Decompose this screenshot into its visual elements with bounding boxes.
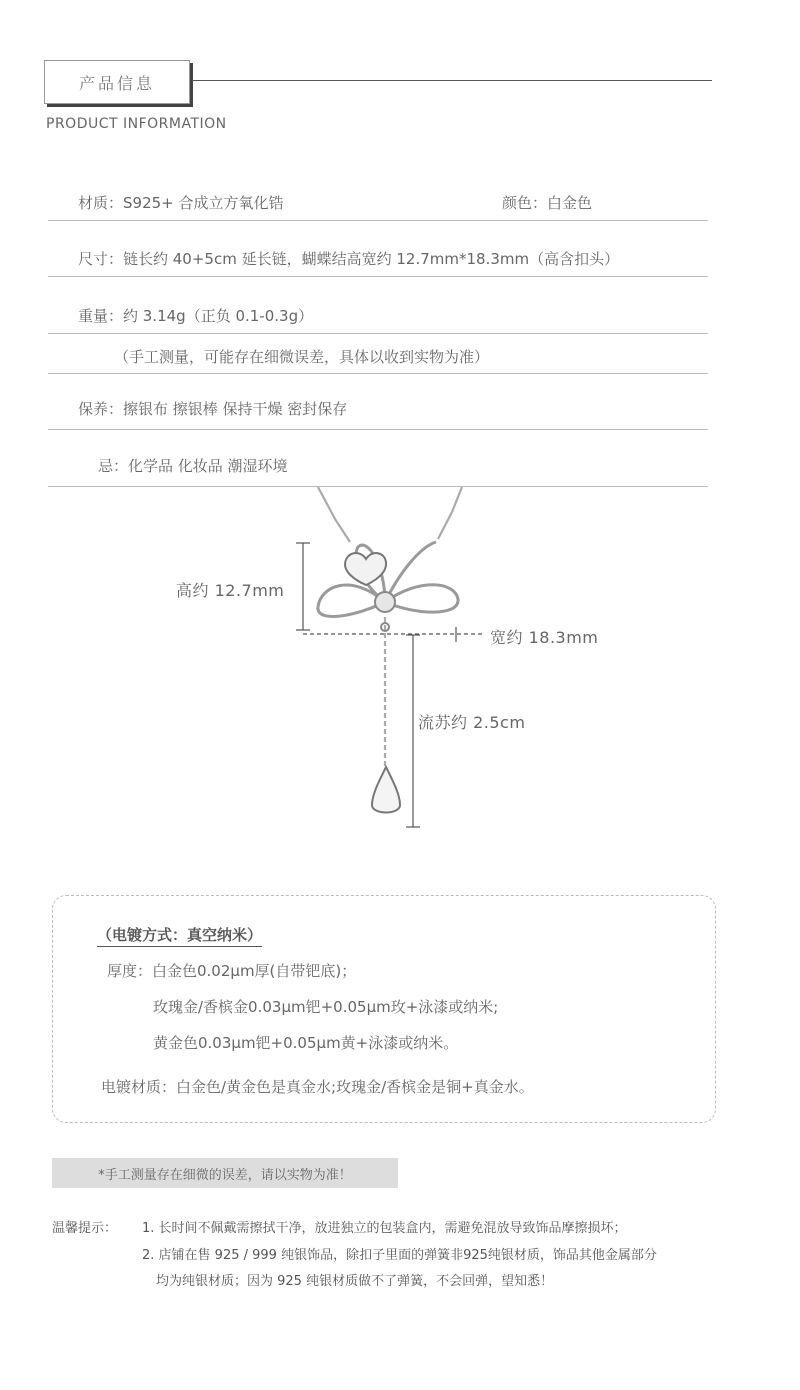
drop-gem bbox=[372, 767, 400, 813]
tips-item-2-line-2: 均为纯银材质；因为 925 纯银材质做不了弹簧，不会回弹，望知悉！ bbox=[156, 1274, 554, 1289]
section-title-box bbox=[44, 60, 190, 104]
section-title: 产品信息 bbox=[78, 73, 155, 93]
tips-item-1: 1. 长时间不佩戴需擦拭干净，放进独立的包装盒内，需避免混放导致饰品摩擦损坏； bbox=[142, 1221, 627, 1236]
spec-row-size bbox=[48, 220, 708, 277]
width-label: 宽约 18.3mm bbox=[490, 628, 599, 647]
height-label: 高约 12.7mm bbox=[176, 581, 285, 600]
measurement-note bbox=[52, 1158, 398, 1188]
plating-thickness-2: 玫瑰金/香槟金0.03μm钯+0.05μm玫+泳漆或纳米; bbox=[153, 998, 499, 1016]
chain-right bbox=[438, 487, 462, 539]
plating-material: 电镀材质：白金色/黄金色是真金水;玫瑰金/香槟金是铜+真金水。 bbox=[101, 1078, 534, 1096]
weight-note-text: （手工测量，可能存在细微误差，具体以收到实物为准） bbox=[114, 348, 490, 366]
plating-title: （电镀方式：真空纳米） bbox=[97, 924, 262, 947]
plating-info-box bbox=[52, 895, 716, 1123]
care-text: 保养：擦银布 擦银棒 保持干燥 密封保存 bbox=[78, 400, 348, 418]
tassel-label: 流苏约 2.5cm bbox=[418, 713, 526, 732]
tips-label: 温馨提示： bbox=[52, 1221, 118, 1236]
necklace-illustration bbox=[0, 487, 800, 847]
avoid-text: 忌：化学品 化妆品 潮湿环境 bbox=[98, 457, 288, 475]
section-subtitle: PRODUCT INFORMATION bbox=[46, 116, 227, 132]
plating-thickness-1: 厚度：白金色0.02μm厚(自带钯底)； bbox=[107, 962, 357, 980]
spec-row-weight-note bbox=[48, 333, 708, 374]
spec-row-care bbox=[48, 373, 708, 430]
spec-row-avoid bbox=[48, 429, 708, 487]
weight-text: 重量：约 3.14g（正负 0.1-0.3g） bbox=[78, 307, 314, 325]
tips-item-2-line-1: 2. 店铺在售 925 / 999 纯银饰品，除扣子里面的弹簧非925纯银材质，饰品其他金属部分 bbox=[142, 1248, 657, 1263]
measurement-note-text: *手工测量存在细微的误差，请以实物为准！ bbox=[98, 1167, 352, 1183]
header-divider bbox=[192, 80, 712, 81]
spec-row-material bbox=[48, 182, 708, 221]
chain-left bbox=[318, 487, 350, 542]
plating-thickness-3: 黄金色0.03μm钯+0.05μm黄+泳漆或纳米。 bbox=[153, 1034, 459, 1052]
flower-gem bbox=[375, 592, 395, 612]
color-text: 颜色：白金色 bbox=[502, 194, 593, 212]
size-text: 尺寸：链长约 40+5cm 延长链，蝴蝶结高宽约 12.7mm*18.3mm（高含扣头） bbox=[78, 250, 620, 268]
material-text: 材质：S925+ 合成立方氧化锆 bbox=[78, 194, 284, 212]
spec-row-weight bbox=[48, 276, 708, 334]
heart-gem bbox=[345, 553, 386, 585]
